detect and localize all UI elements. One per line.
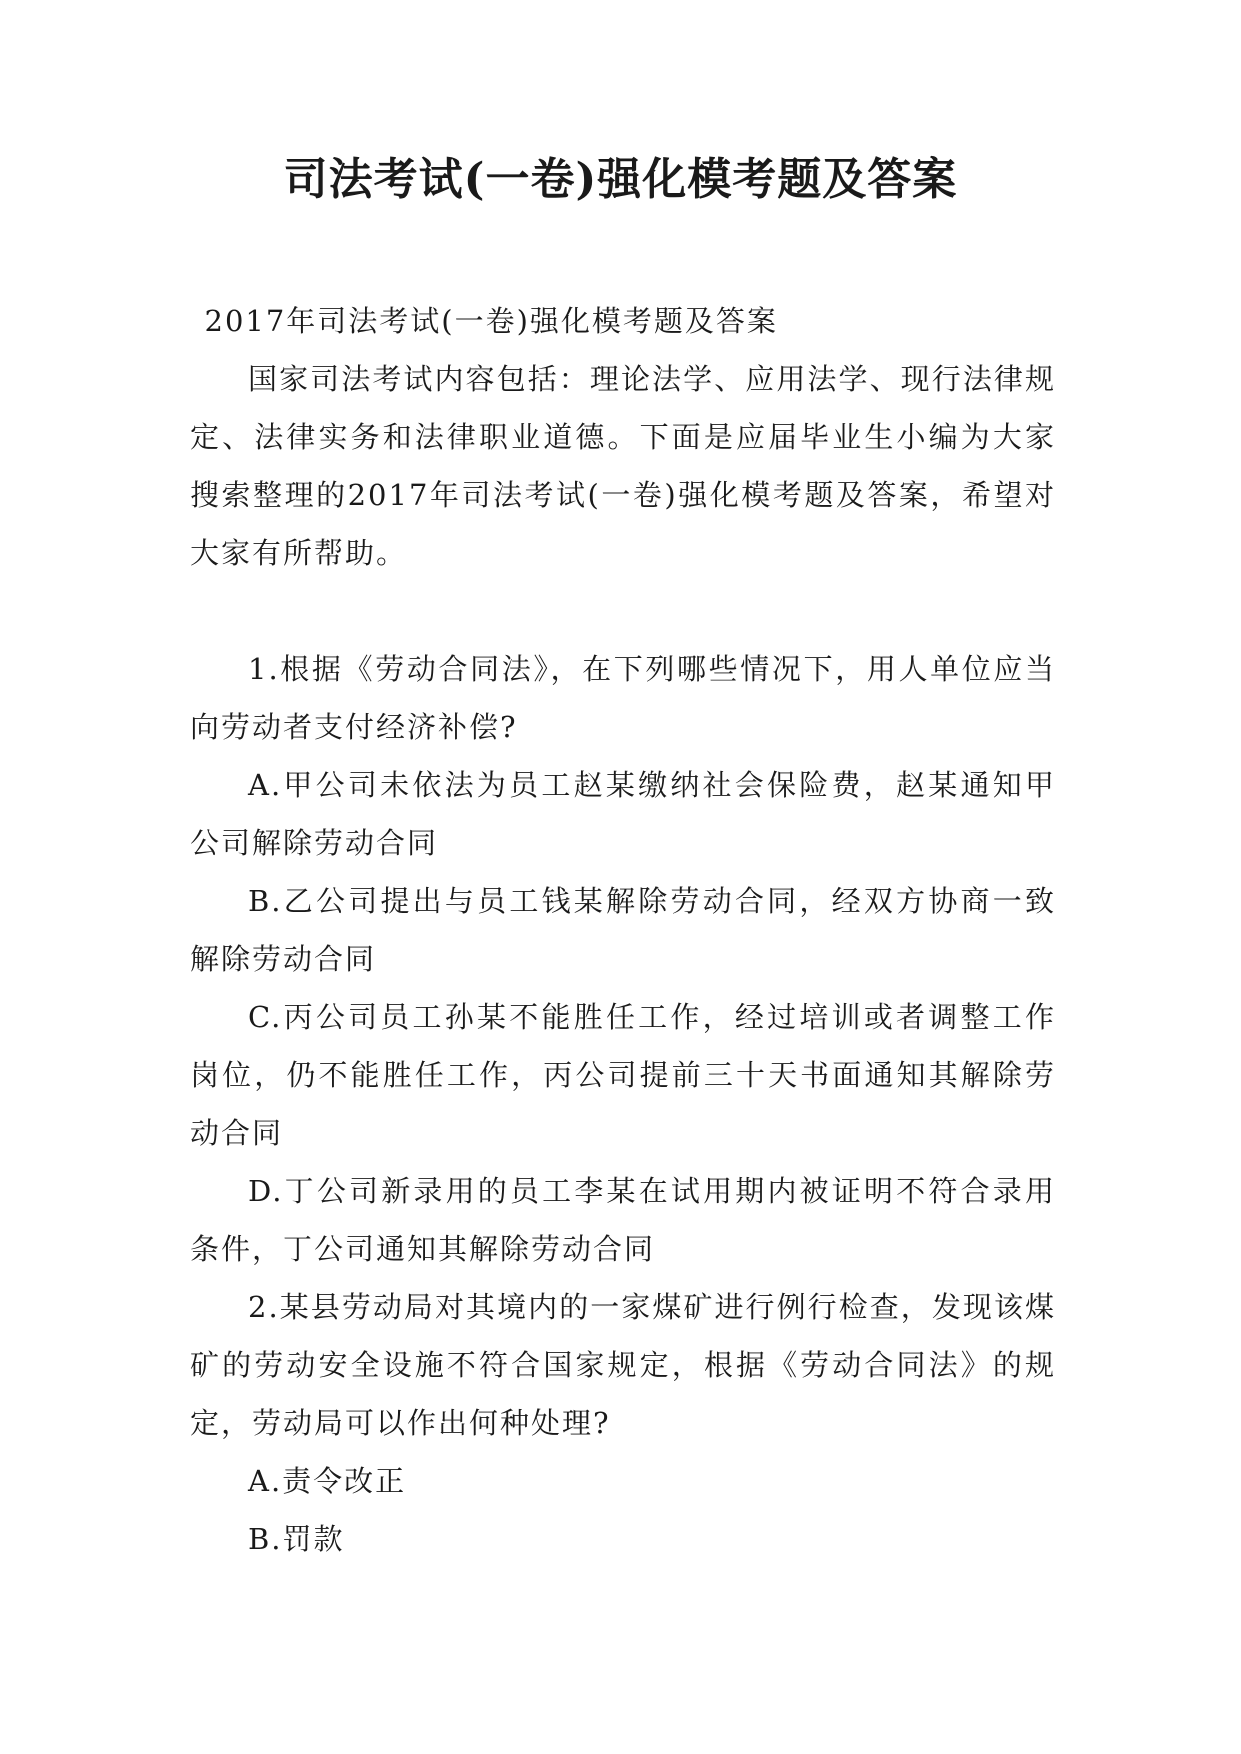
question-1-stem: 1.根据《劳动合同法》，在下列哪些情况下，用人单位应当向劳动者支付经济补偿? xyxy=(190,652,1056,744)
question-2-stem: 2.某县劳动局对其境内的一家煤矿进行例行检查，发现该煤矿的劳动安全设施不符合国家规定，根据《劳动合同法》的规定，劳动局可以作出何种处理? xyxy=(190,1290,1056,1440)
question-1-option-c: C.丙公司员工孙某不能胜任工作，经过培训或者调整工作岗位，仍不能胜任工作，丙公司提前三十天书面通知其解除劳动合同 xyxy=(190,1000,1056,1150)
document-body xyxy=(190,292,1056,1568)
document-title: 司法考试(一卷)强化模考题及答案 xyxy=(283,154,958,205)
document-subtitle: 2017年司法考试(一卷)强化模考题及答案 xyxy=(204,304,778,338)
question-2-option-a: A.责令改正 xyxy=(248,1464,407,1498)
question-1-option-b: B.乙公司提出与员工钱某解除劳动合同，经双方协商一致解除劳动合同 xyxy=(190,884,1056,976)
paragraph-gap xyxy=(190,582,1056,640)
intro-paragraph: 国家司法考试内容包括：理论法学、应用法学、现行法律规定、法律实务和法律职业道德。下面是应届毕业生小编为大家搜索整理的2017年司法考试(一卷)强化模考题及答案，希望对大家有所帮助。 xyxy=(190,362,1056,570)
question-1-option-d: D.丁公司新录用的员工李某在试用期内被证明不符合录用条件，丁公司通知其解除劳动合同 xyxy=(190,1174,1056,1266)
question-2-option-b: B.罚款 xyxy=(248,1522,345,1556)
question-1-option-a: A.甲公司未依法为员工赵某缴纳社会保险费，赵某通知甲公司解除劳动合同 xyxy=(190,768,1056,860)
